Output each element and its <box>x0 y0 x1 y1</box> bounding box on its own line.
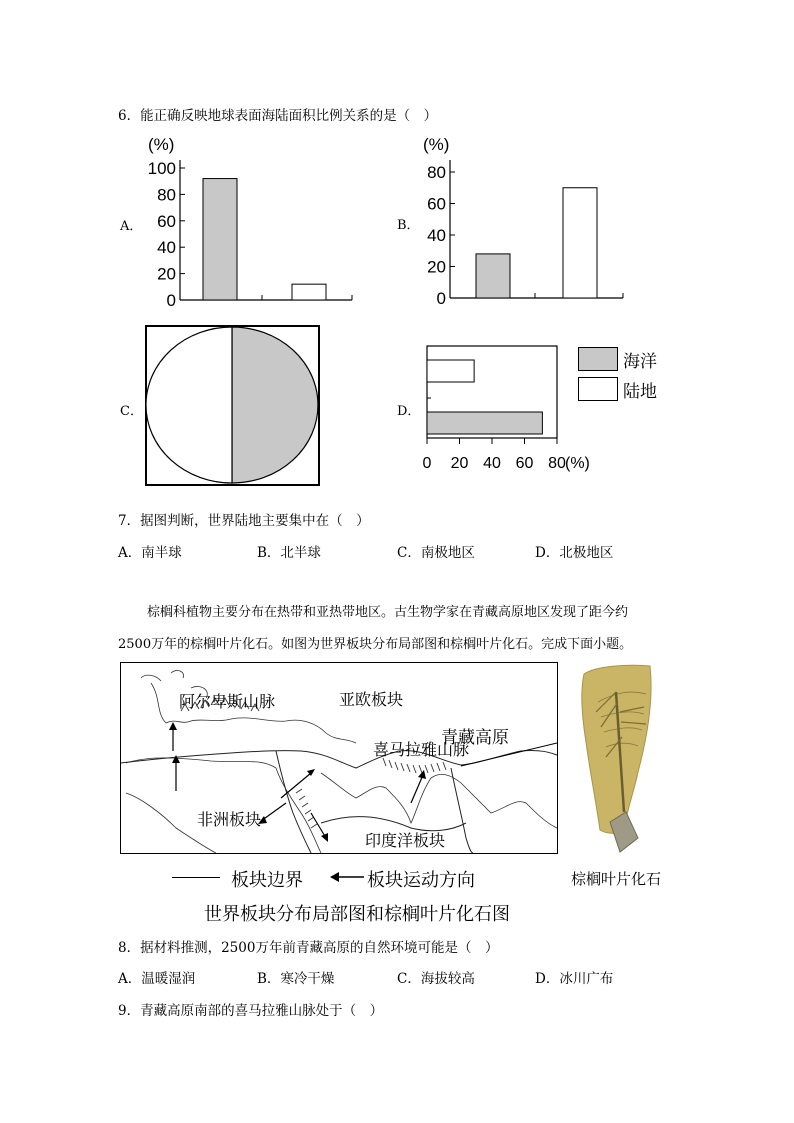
chartD-xtick: 60 <box>515 455 534 472</box>
passage-line-2: 2500万年的棕榈叶片化石。如图为世界板块分布局部图和棕榈叶片化石。完成下面小题。 <box>118 637 633 652</box>
passage-line-1: 棕榈科植物主要分布在热带和亚热带地区。古生物学家在青藏高原地区发现了距今约 <box>147 605 629 620</box>
chartA-ytick: 80 <box>157 185 176 205</box>
label-eurasian-plate: 亚欧板块 <box>339 690 404 709</box>
chart-a-bar-ocean <box>203 179 237 300</box>
chart-c <box>144 325 322 487</box>
arrow-india-north <box>411 775 423 803</box>
label-alps: 阿尔卑斯山脉 <box>179 692 276 711</box>
legend-boundary-line <box>172 877 220 878</box>
plate-boundary-east <box>451 768 473 853</box>
figure-caption: 世界板块分布局部图和棕榈叶片化石图 <box>204 904 510 924</box>
chart-a-ylabel: (%) <box>148 135 175 154</box>
southeast-asia-coast <box>461 783 557 828</box>
legend-direction-label: 板块运动方向 <box>367 870 475 890</box>
chartB-ytick: 20 <box>427 257 446 277</box>
legend-land-swatch <box>578 377 618 401</box>
option-a-label[interactable]: A． <box>120 219 143 234</box>
option-c-label[interactable]: C． <box>120 404 143 419</box>
arrow-plate-south <box>311 813 326 838</box>
q7-option-b[interactable]: B．北半球 <box>257 545 321 561</box>
option-b-label[interactable]: B． <box>397 218 420 233</box>
label-himalaya: 喜马拉雅山脉 <box>373 740 470 759</box>
legend-arrow-icon <box>330 870 364 884</box>
plate-boundary-north <box>121 750 557 768</box>
question-7-stem: 7．据图判断，世界陆地主要集中在（ ） <box>118 513 370 529</box>
chartB-ytick: 60 <box>427 194 446 214</box>
legend-ocean-swatch <box>578 347 618 371</box>
plate-map <box>120 662 558 854</box>
legend-land-label: 陆地 <box>623 382 657 401</box>
chart-a-bar-land <box>292 284 326 300</box>
chart-a <box>140 130 360 310</box>
chart-d-bar-land <box>427 360 474 382</box>
q7-option-c[interactable]: C．南极地区 <box>397 545 475 561</box>
chartB-ytick: 40 <box>427 226 446 245</box>
fossil-caption: 棕榈叶片化石 <box>571 871 662 888</box>
chart-b-bar-ocean <box>476 254 510 298</box>
legend-ocean-label: 海洋 <box>623 352 657 371</box>
q8-option-d[interactable]: D．冰川广布 <box>535 971 614 987</box>
label-indian-plate: 印度洋板块 <box>365 831 446 850</box>
chartA-ytick: 100 <box>147 159 176 178</box>
label-tibet-plateau: 青藏高原 <box>441 728 509 748</box>
chartD-xtick: 0 <box>422 455 432 472</box>
chartD-xtick: 40 <box>483 455 501 472</box>
palm-leaf-fossil-image <box>576 662 658 858</box>
legend-boundary-label: 板块边界 <box>231 870 303 890</box>
q8-option-b[interactable]: B．寒冷干燥 <box>257 971 335 987</box>
label-african-plate: 非洲板块 <box>197 810 262 829</box>
chartA-ytick: 20 <box>157 264 176 284</box>
q8-option-a[interactable]: A．温暖湿润 <box>118 971 196 987</box>
chart-d-xlabel: (%) <box>565 455 590 472</box>
himalaya-mountains <box>383 758 446 773</box>
chartA-ytick: 60 <box>157 211 176 231</box>
chartB-ytick: 80 <box>427 163 446 182</box>
africa-coast <box>126 758 321 853</box>
q7-option-a[interactable]: A．南半球 <box>118 545 182 561</box>
question-8-stem: 8．据材料推测，2500万年前青藏高原的自然环境可能是（ ） <box>118 940 499 956</box>
chartD-xtick: 20 <box>450 455 469 472</box>
chartA-ytick: 0 <box>166 291 176 310</box>
chart-b <box>415 130 635 310</box>
chart-d-bar-ocean <box>427 412 542 434</box>
chart-b-bar-land <box>563 188 597 298</box>
question-9-stem: 9．青藏高原南部的喜马拉雅山脉处于（ ） <box>118 1003 384 1019</box>
option-d-label[interactable]: D． <box>397 404 421 419</box>
arrow-arabia-ne <box>281 773 311 798</box>
chart-b-ylabel: (%) <box>423 135 450 154</box>
chartD-xtick: 80 <box>548 455 566 472</box>
chartA-ytick: 40 <box>157 238 176 258</box>
q8-option-c[interactable]: C．海拔较高 <box>397 971 475 987</box>
question-6-stem: 6．能正确反映地球表面海陆面积比例关系的是（ ） <box>118 108 438 124</box>
asia-south-coast <box>321 773 461 823</box>
chartB-ytick: 0 <box>436 289 446 308</box>
fossil-rock <box>582 665 651 833</box>
q7-option-d[interactable]: D．北极地区 <box>535 545 614 561</box>
